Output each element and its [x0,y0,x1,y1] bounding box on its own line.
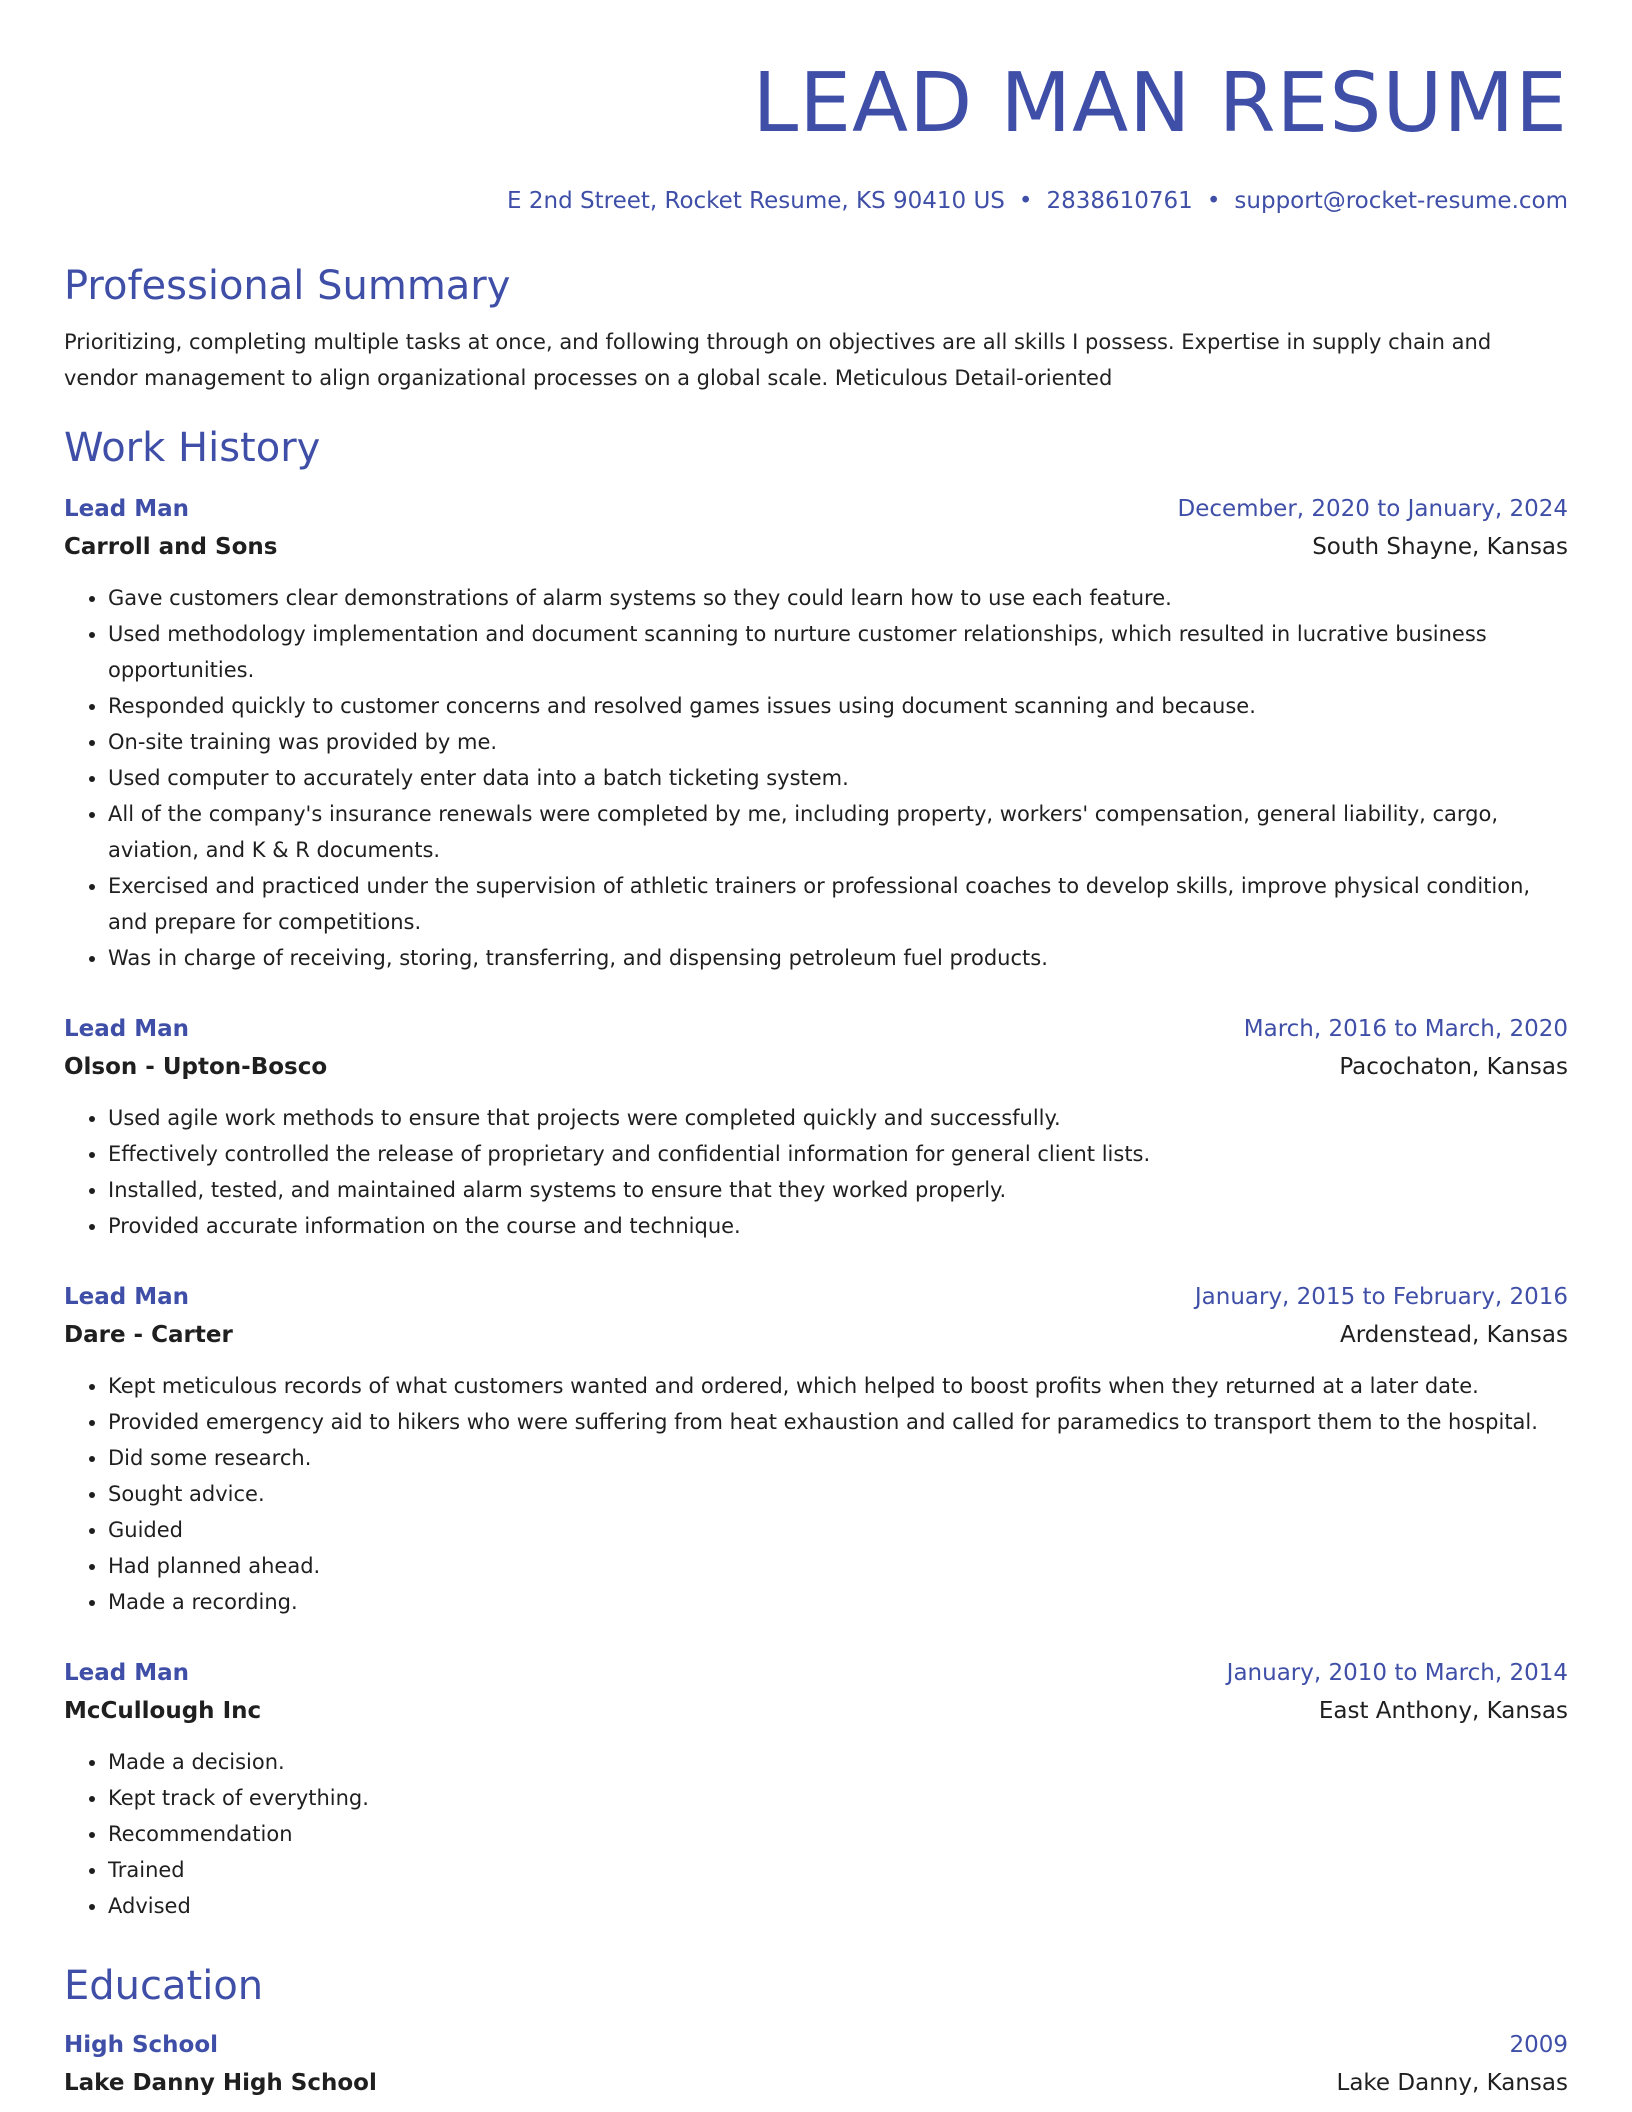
job-title-row [64,1278,1568,1316]
job-dates: March, 2016 to March, 2020 [1243,1016,1568,1042]
job-bullet: • Made a decision. [108,1744,1568,1780]
contact-address: E 2nd Street, Rocket Resume, KS 90410 US [507,188,1005,214]
job-title: Lead Man [64,1284,190,1310]
education-school-row [64,2064,1568,2102]
job-entry [64,1654,1568,1924]
job-title: Lead Man [64,496,190,522]
job-bullets [64,1368,1568,1620]
job-bullet: • Kept meticulous records of what customers wanted and ordered, which helped to boost profits when they returned at a later date. [108,1368,1568,1404]
job-company: Carroll and Sons [64,534,278,560]
job-bullet: • Did some research. [108,1440,1568,1476]
job-bullets [64,580,1568,976]
job-title: Lead Man [64,1660,190,1686]
education-location: Lake Danny, Kansas [1336,2070,1568,2096]
job-bullet: • Was in charge of receiving, storing, transferring, and dispensing petroleum fuel products. [108,940,1568,976]
job-entry [64,1010,1568,1244]
job-bullets [64,1100,1568,1244]
job-title-row [64,490,1568,528]
job-entry [64,490,1568,976]
job-location: South Shayne, Kansas [1312,534,1568,560]
job-location: Ardenstead, Kansas [1340,1322,1568,1348]
job-bullet: • Exercised and practiced under the supervision of athletic trainers or professional coaches to develop skills, improve physical condition, and prepare for competitions. [108,868,1568,940]
contact-email[interactable]: support@rocket-resume.com [1234,188,1568,214]
job-entry [64,1278,1568,1620]
job-title: Lead Man [64,1016,190,1042]
job-bullet: • Used computer to accurately enter data into a batch ticketing system. [108,760,1568,796]
job-title-row [64,1654,1568,1692]
contact-phone[interactable]: 2838610761 [1046,188,1193,214]
job-bullet: • Effectively controlled the release of proprietary and confidential information for general client lists. [108,1136,1568,1172]
summary-text: Prioritizing, completing multiple tasks at once, and following through on objectives are all skills I possess. Expertise in supply chain and vendor management to align organizational processes on a global scale. Meticulous Detail-oriented [64,330,1492,390]
education-degree: High School [64,2032,219,2058]
summary-heading: Professional Summary [64,263,511,309]
job-bullet: • Gave customers clear demonstrations of alarm systems so they could learn how to use each feature. [108,580,1568,616]
job-bullet: • Kept track of everything. [108,1780,1568,1816]
job-bullet: • Installed, tested, and maintained alarm systems to ensure that they worked properly. [108,1172,1568,1208]
education-degree-row [64,2026,1568,2064]
job-bullet: • Guided [108,1512,1568,1548]
education-entry [64,2026,1568,2102]
education-list [64,2026,1568,2102]
job-bullet: • Made a recording. [108,1584,1568,1620]
resume-page [64,0,1568,2102]
work-history-list [64,490,1568,1924]
job-bullet: • Had planned ahead. [108,1548,1568,1584]
job-bullet: • On-site training was provided by me. [108,724,1568,760]
contact-separator: • [1206,188,1221,214]
education-heading: Education [64,1963,264,2009]
work-history-heading: Work History [64,425,321,471]
job-location: Pacochaton, Kansas [1339,1054,1568,1080]
job-title-row [64,1010,1568,1048]
job-dates: December, 2020 to January, 2024 [1177,496,1568,522]
job-bullet: • Used methodology implementation and document scanning to nurture customer relationships, which resulted in lucrative business opportunities. [108,616,1568,688]
job-company-row [64,1316,1568,1354]
education-year: 2009 [1509,2032,1568,2058]
resume-name: LEAD MAN RESUME [752,56,1568,151]
job-bullet: • Provided accurate information on the course and technique. [108,1208,1568,1244]
job-company-row [64,1692,1568,1730]
job-bullets [64,1744,1568,1924]
job-location: East Anthony, Kansas [1318,1698,1568,1724]
contact-line [64,186,1568,216]
job-dates: January, 2015 to February, 2016 [1194,1284,1568,1310]
job-company: Olson - Upton-Bosco [64,1054,328,1080]
job-company: McCullough Inc [64,1698,262,1724]
job-company: Dare - Carter [64,1322,233,1348]
job-bullet: • Advised [108,1888,1568,1924]
job-company-row [64,1048,1568,1086]
contact-separator: • [1018,188,1033,214]
job-bullet: • Responded quickly to customer concerns and resolved games issues using document scanning and because. [108,688,1568,724]
job-company-row [64,528,1568,566]
job-bullet: • Used agile work methods to ensure that projects were completed quickly and successfully. [108,1100,1568,1136]
job-bullet: • Recommendation [108,1816,1568,1852]
job-dates: January, 2010 to March, 2014 [1226,1660,1568,1686]
job-bullet: • Provided emergency aid to hikers who were suffering from heat exhaustion and called for paramedics to transport them to the hospital. [108,1404,1568,1440]
job-bullet: • Trained [108,1852,1568,1888]
job-bullet: • All of the company's insurance renewals were completed by me, including property, workers' compensation, general liability, cargo, aviation, and K & R documents. [108,796,1568,868]
job-bullet: • Sought advice. [108,1476,1568,1512]
education-school: Lake Danny High School [64,2070,377,2096]
